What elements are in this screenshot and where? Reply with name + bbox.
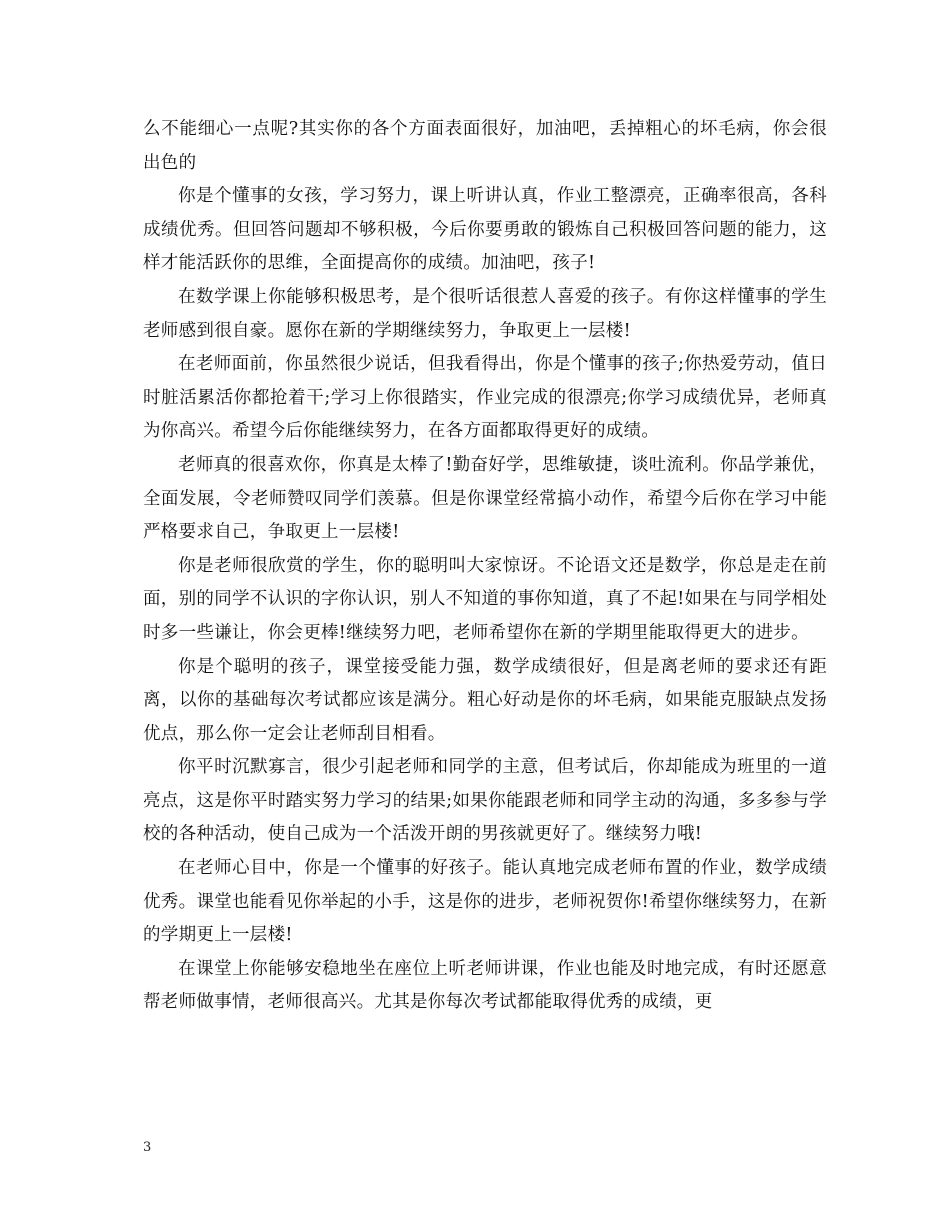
document-body (143, 113, 827, 1020)
paragraph-2: 你是个懂事的女孩，学习努力，课上听讲认真，作业工整漂亮，正确率很高，各科成绩优秀。但回答问题却不够积极，今后你要勇敢的锻炼自己积极回答问题的能力，这样才能活跃你的思维，全面提高你的成绩。加油吧，孩子! (143, 186, 827, 274)
paragraph-8: 你平时沉默寡言，很少引起老师和同学的主意，但考试后，你却能成为班里的一道亮点，这是你平时踏实努力学习的结果;如果你能跟老师和同学主动的沟通，多多参与学校的各种活动，使自己成为一个活泼开朗的男孩就更好了。继续努力哦! (143, 757, 827, 845)
paragraph-1: 么不能细心一点呢?其实你的各个方面表面很好，加油吧，丢掉粗心的坏毛病，你会很出色的 (143, 119, 827, 173)
paragraph-9: 在老师心目中，你是一个懂事的好孩子。能认真地完成老师布置的作业，数学成绩优秀。课堂也能看见你举起的小手，这是你的进步，老师祝贺你!希望你继续努力，在新的学期更上一层楼! (143, 858, 827, 946)
paragraph-5: 老师真的很喜欢你，你真是太棒了!勤奋好学，思维敏捷，谈吐流利。你品学兼优，全面发展，令老师赞叹同学们羡慕。但是你课堂经常搞小动作，希望今后你在学习中能严格要求自己，争取更上一层楼! (143, 454, 827, 543)
paragraph-6: 你是老师很欣赏的学生，你的聪明叫大家惊讶。不论语文还是数学，你总是走在前面，别的同学不认识的字你认识，别人不知道的事你知道，真了不起!如果在与同学相处时多一些谦让，你会更棒!继续努力吧，老师希望你在新的学期里能取得更大的进步。 (143, 555, 827, 643)
page-number: 3 (143, 1140, 152, 1155)
paragraph-10: 在课堂上你能够安稳地坐在座位上听老师讲课，作业也能及时地完成，有时还愿意帮老师做事情，老师很高兴。尤其是你每次考试都能取得优秀的成绩，更 (143, 958, 827, 1013)
paragraph-7: 你是个聪明的孩子，课堂接受能力强，数学成绩很好，但是离老师的要求还有距离，以你的基础每次考试都应该是满分。粗心好动是你的坏毛病，如果能克服缺点发扬优点，那么你一定会让老师刮目相看。 (143, 656, 827, 744)
paragraph-3: 在数学课上你能够积极思考，是个很听话很惹人喜爱的孩子。有你这样懂事的学生老师感到很自豪。愿你在新的学期继续努力，争取更上一层楼! (143, 286, 827, 341)
paragraph-4: 在老师面前，你虽然很少说话，但我看得出，你是个懂事的孩子;你热爱劳动，值日时脏活累活你都抢着干;学习上你很踏实，作业完成的很漂亮;你学习成绩优异，老师真为你高兴。希望今后你能继续努力，在各方面都取得更好的成绩。 (143, 354, 827, 442)
